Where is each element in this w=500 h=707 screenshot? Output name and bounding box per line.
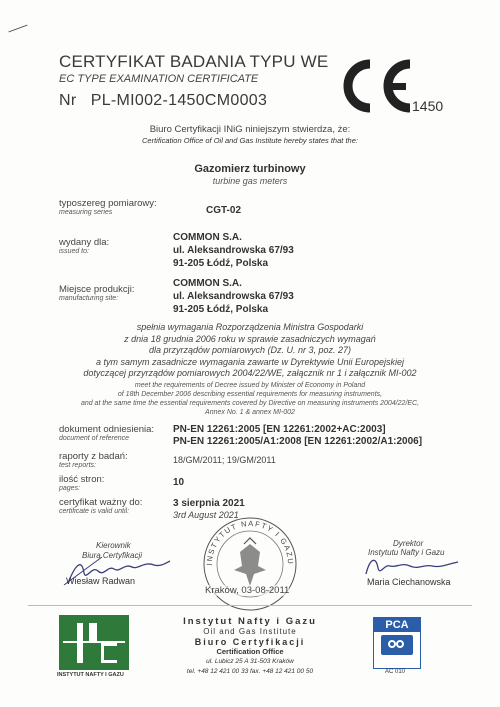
series-label: typoszereg pomiarowy: measuring series — [59, 198, 157, 216]
certificate-subtitle: EC TYPE EXAMINATION CERTIFICATE — [59, 73, 259, 85]
place-date: Kraków, 03-08-2011 — [205, 585, 290, 596]
left-signatory-office: Biura Certyfikacji — [82, 551, 143, 560]
issued-to-label: wydany dla: issued to: — [59, 237, 110, 255]
ce-mark-icon — [336, 58, 416, 114]
product-name-en: turbine gas meters — [212, 176, 288, 186]
issued-to-address: COMMON S.A. ul. Aleksandrowska 67/93 91-205 Łódź, Polska — [173, 232, 294, 269]
manufacturing-site-address: COMMON S.A. ul. Aleksandrowska 67/93 91-205 Łódź, Polska — [173, 278, 294, 315]
left-signatory-role: Kierownik — [96, 541, 131, 550]
pages-label: ilość stron: pages: — [59, 474, 105, 492]
certificate-title: CERTYFIKAT BADANIA TYPU WE — [59, 52, 329, 71]
manufacturing-site-label: Miejsce produkcji: manufacturing site: — [59, 284, 135, 302]
valid-until-value-en: 3rd August 2021 — [173, 510, 239, 520]
valid-until-label: certyfikat ważny do: certificate is valid until: — [59, 497, 143, 515]
scan-mark — [8, 25, 27, 33]
requirements-en: meet the requirements of Decree issued by Minister of Economy in Poland of 18th December 2006 describing essential requirements for measuring instruments, and at the same time the essential requirements covered by Directive on measuring instruments 2004/22/EC, Annex No. 1 & annex MI-002 — [80, 382, 420, 416]
seal-text — [200, 514, 300, 614]
right-signature-icon — [362, 552, 462, 580]
reports-label: raporty z badań: test reports: — [59, 451, 128, 469]
right-signatory-role: Dyrektor — [393, 539, 424, 548]
intro-statement: Biuro Certyfikacji INiG niniejszym stwierdza, że: — [149, 124, 351, 135]
product-name: Gazomierz turbinowy — [194, 163, 306, 175]
right-signatory-name: Maria Ciechanowska — [367, 577, 451, 587]
valid-until-value: 3 sierpnia 2021 — [173, 498, 245, 509]
footer-institute-block: Instytut Nafty i Gazu Oil and Gas Institute Biuro Certyfikacji Certification Office ul. Lubicz 25 A 31-503 Kraków tel. +48 12 421 00 33 fax. +48 12 421 00 50 — [183, 616, 317, 675]
certificate-number — [59, 92, 267, 110]
inig-logo-icon — [59, 615, 129, 670]
intro-statement-en: Certification Office of Oil and Gas Institute hereby states that the: — [142, 136, 358, 145]
reference-label: dokument odniesienia: document of reference — [59, 424, 155, 442]
footer-divider — [28, 605, 472, 606]
cert-number-value: PL-MI002-1450CM0003 — [90, 92, 268, 109]
notified-body-number: 1450 — [412, 98, 444, 114]
reports-value: 18/GM/2011; 19/GM/2011 — [173, 455, 276, 465]
right-signatory-office: Instytutu Nafty i Gazu — [368, 548, 445, 557]
reference-value: PN-EN 12261:2005 [EN 12261:2002+AC:2003] PN-EN 12261:2005/A1:2008 [EN 12261:2002/A1:2006] — [173, 424, 423, 447]
left-signatory-name: Wiesław Radwan — [66, 576, 136, 586]
logo-caption: INSTYTUT NAFTY I GAZU — [57, 672, 124, 678]
pca-code: AC 010 — [385, 669, 406, 675]
svg-text:INSTYTUT NAFTY I GAZU: INSTYTUT NAFTY I GAZU — [204, 518, 296, 566]
pages-value: 10 — [173, 477, 185, 488]
cert-prefix: Nr — [59, 92, 77, 109]
requirements-pl: spełnia wymagania Rozporządzenia Ministra Gospodarki z dnia 18 grudnia 2006 roku w sprawie zasadniczych wymagań dla przyrządów pomiarowych (Dz. U. nr 3, poz. 27) a tym samym zasadnicze wymagania zawarte w Dyrektywie Unii Europejskiej dotyczącej przyrządów pomiarowych 2004/22/WE, załącznik nr 1 i załącznik MI-002 — [83, 322, 417, 378]
pca-accreditation-badge: PCA — [373, 617, 421, 669]
series-value: CGT-02 — [206, 205, 242, 216]
